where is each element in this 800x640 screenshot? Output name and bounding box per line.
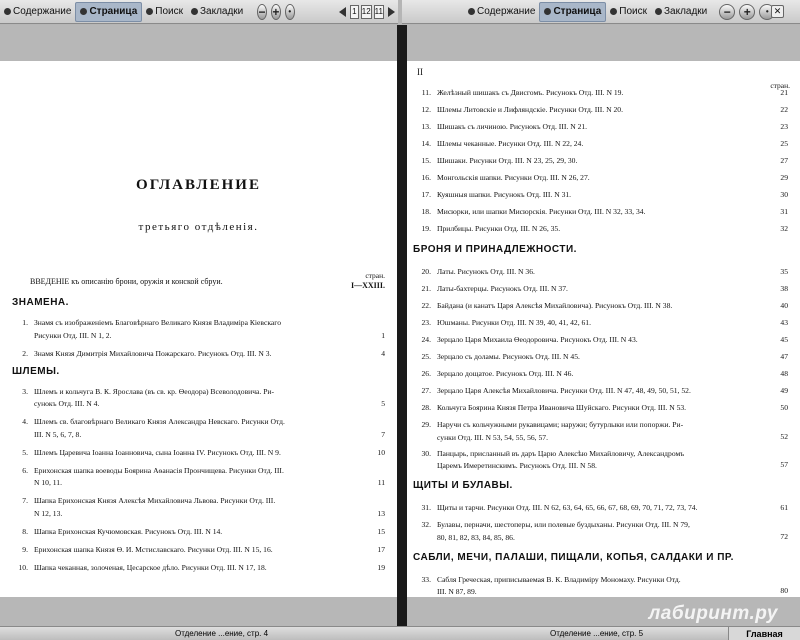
tab-label: Закладки (199, 6, 244, 17)
entry-title: Зерцало Царя Михаила Ѳеодоровича. Рисунокъ Отд. III. N 43. (437, 335, 638, 344)
entry-page-number: 50 (780, 403, 788, 412)
toc-entry[interactable] (413, 104, 788, 116)
toc-entry[interactable] (10, 317, 385, 342)
entry-title: Панцырь, присланный въ даръ Царю Алексѣю Михайловичу, Александромъ Царемъ Имеретинскимъ. Рисунокъ Отд. III. N 58. (437, 448, 685, 470)
entry-title: Булавы, перначи, шестоперы, или полевые буздыханы. Рисунки Отд. III. N 79, 80, 81, 82, 83, 84, 85, 86. (437, 520, 690, 542)
toc-entry[interactable] (413, 138, 788, 150)
entry-page-number: 49 (780, 386, 788, 395)
toc-entry[interactable] (10, 447, 385, 460)
entry-number: 31. (421, 503, 431, 512)
entry-title: Ерихонская шапка Князя Ѳ. И. Мстиславскаго. Рисунки Отд. III. N 15, 16. (34, 544, 273, 554)
entry-number: 16. (421, 173, 431, 182)
entry-number: 4. (22, 417, 28, 426)
page-margin (407, 25, 800, 61)
pointer-tool-button[interactable]: • (759, 4, 775, 20)
entry-page-number: 15 (377, 526, 385, 536)
entry-page-number: 40 (780, 301, 788, 310)
entry-page-number: 43 (780, 318, 788, 327)
entry-page-number: 4 (381, 348, 385, 358)
entry-page-number: 10 (377, 447, 385, 457)
status-right: Отделение ...ение, стр. 5 (550, 629, 644, 638)
entry-title: Кольчуга Боярина Князя Петра Ивановича Шуйскаго. Рисунки Отд. III. N 53. (437, 403, 687, 412)
toc-entry[interactable] (413, 172, 788, 184)
entry-page-number: 13 (377, 508, 385, 518)
entry-number: 10. (18, 562, 28, 572)
toc-entry[interactable] (413, 334, 788, 346)
tab-label: Страница (553, 6, 602, 17)
entry-page-number: 7 (381, 429, 385, 439)
entry-title: Байдана (и канатъ Царя Алексѣя Михайловича). Рисунокъ Отд. III. N 38. (437, 301, 673, 310)
entry-number: 11. (421, 88, 431, 97)
entry-number: 14. (421, 139, 431, 148)
toc-entry[interactable] (413, 351, 788, 363)
right-toolbar (402, 0, 800, 24)
entry-page-number: 61 (780, 503, 788, 512)
entry-number: 32. (421, 520, 431, 529)
entry-title: Шлемъ и кольчуга В. К. Ярослава (въ св. кр. Ѳеодора) Всеволодовича. Ри- сунокъ Отд. III. N 4. (34, 386, 275, 408)
book-spine (397, 25, 407, 626)
view-spread-button[interactable]: 11 (374, 5, 384, 19)
entry-number: 17. (421, 190, 431, 199)
tab-search-left[interactable] (142, 2, 187, 22)
entry-page-number: 29 (780, 173, 788, 182)
toc-entry[interactable] (413, 385, 788, 397)
entry-page-number: 27 (780, 156, 788, 165)
toc-entry[interactable] (413, 206, 788, 218)
entry-number: 21. (421, 284, 431, 293)
entry-number: 26. (421, 369, 431, 378)
toc-entry[interactable] (413, 189, 788, 201)
entry-number: 3. (22, 386, 28, 396)
entry-number: 8. (22, 526, 28, 536)
entry-page-number: 30 (780, 190, 788, 199)
toc-entry[interactable] (413, 300, 788, 312)
entry-page-number: 22 (780, 105, 788, 114)
entry-number: 5. (22, 447, 28, 457)
entry-page-number: 47 (780, 352, 788, 361)
entry-title: Шлемы чеканные. Рисунки Отд. III. N 22, 24. (437, 139, 584, 148)
toc-entry[interactable] (413, 121, 788, 133)
toc-entry[interactable] (10, 526, 385, 539)
toc-entry[interactable] (413, 368, 788, 380)
tab-bookmarks-left[interactable] (187, 2, 247, 22)
radio-icon (544, 8, 551, 15)
page-margin (0, 25, 397, 61)
zoom-out-button[interactable]: − (719, 4, 735, 20)
entry-title: Шлемы Литовскіе и Лифляндскіе. Рисунки Отд. III. N 20. (437, 105, 623, 114)
pointer-tool-button[interactable]: • (285, 4, 295, 20)
entry-title: Желѣзный шишакъ съ Двисгомъ. Рисунокъ Отд. III. N 19. (437, 88, 624, 97)
entry-title: Прилбицы. Рисунки Отд. III. N 26, 35. (437, 224, 561, 233)
entry-title: Знамя съ изображеніемъ Благовѣрнаго Великаго Князя Владиміра Кіевскаго Рисунки Отд. III. N 1, 2. (34, 318, 281, 340)
toc-entry[interactable] (413, 402, 788, 414)
entry-number: 9. (22, 544, 28, 554)
entry-number: 29. (421, 420, 431, 429)
intro-page: I—XXIII. (350, 281, 385, 290)
tab-page-right[interactable] (539, 2, 606, 22)
toc-entry[interactable] (413, 574, 788, 597)
entry-title: Юшманы. Рисунки Отд. III. N 39, 40, 41, 42, 61. (437, 318, 591, 327)
page-margin (0, 597, 397, 626)
status-bar (0, 626, 800, 640)
view-double-button[interactable]: 12 (361, 5, 372, 19)
entry-title: Латы. Рисунокъ Отд. III. N 36. (437, 267, 535, 276)
entry-title: Монгольскія шапки. Рисунки Отд. III. N 26, 27. (437, 173, 590, 182)
entry-number: 1. (22, 318, 28, 327)
entry-title: Шишакъ съ личиною. Рисунокъ Отд. III. N 21. (437, 122, 588, 131)
toc-entry[interactable] (413, 519, 788, 542)
tab-page-left[interactable] (75, 2, 142, 22)
entry-page-number: 17 (377, 544, 385, 554)
radio-icon (468, 8, 475, 15)
tab-label: Поиск (619, 6, 647, 17)
radio-icon (610, 8, 617, 15)
toc-entry[interactable] (413, 317, 788, 329)
entry-number: 30. (421, 448, 431, 458)
entry-page-number: 35 (780, 267, 788, 276)
radio-icon (655, 8, 662, 15)
toc-entry[interactable] (10, 386, 385, 411)
page-column-header: стран. (365, 271, 385, 280)
entry-number: 20. (421, 267, 431, 276)
entry-page-number: 23 (780, 122, 788, 131)
entry-title: Зерцало Царя Алексѣя Михайловича. Рисунки Отд. III. N 47, 48, 49, 50, 51, 52. (437, 386, 691, 395)
section-heading: ЩИТЫ И БУЛАВЫ. (413, 480, 513, 491)
entry-number: 13. (421, 122, 431, 131)
status-left: Отделение ...ение, стр. 4 (175, 629, 269, 638)
entry-title: Шлемъ св. благовѣрнаго Великаго Князя Александра Невскаго. Рисунки Отд. III. N 5, 6, 7, 8. (34, 417, 285, 439)
toc-entry[interactable] (10, 416, 385, 441)
entry-title: Ерихонская шапка воеводы Боярина Аѳанасія Прончищева. Рисунки Отд. III. N 10, 11. (34, 465, 284, 487)
toc-entry[interactable] (10, 562, 385, 575)
entry-title: Шишаки. Рисунки Отд. III. N 23, 25, 29, 30. (437, 156, 578, 165)
entry-page-number: 19 (377, 562, 385, 572)
toc-entry[interactable] (413, 419, 788, 442)
entry-number: 33. (421, 574, 431, 584)
entry-title: Мисюрки, или шапки Мисюрскія. Рисунки Отд. III. N 32, 33, 34. (437, 207, 646, 216)
left-page (0, 61, 397, 597)
entry-title: Зерцало съ доламы. Рисунокъ Отд. III. N 45. (437, 352, 580, 361)
entry-page-number: 21 (780, 88, 788, 97)
toc-entry[interactable] (10, 495, 385, 520)
entry-page-number: 80 (780, 586, 788, 595)
tab-label: Содержание (13, 6, 72, 17)
entry-number: 25. (421, 352, 431, 361)
page-title: ОГЛАВЛЕНИЕ (136, 177, 261, 193)
toc-entry[interactable] (413, 155, 788, 167)
radio-icon (191, 8, 198, 15)
radio-icon (146, 8, 153, 15)
left-toolbar (0, 0, 398, 24)
entry-number: 2. (22, 348, 28, 358)
view-single-button[interactable]: 1 (350, 5, 359, 19)
entry-number: 22. (421, 301, 431, 310)
entry-title: Сабля Греческая, приписываемая В. К. Владиміру Мономаху. Рисунки Отд. III. N 87, 89. (437, 574, 681, 596)
entry-page-number: 38 (780, 284, 788, 293)
tab-label: Страница (89, 6, 138, 17)
entry-title: Зерцало дощатое. Рисунокъ Отд. III. N 46. (437, 369, 574, 378)
toc-entry[interactable] (413, 283, 788, 295)
toc-entry[interactable] (413, 223, 788, 235)
entry-title: Наручи съ кольчужными рукавицами; наружи; бутурлыки или попоржи. Ри- сунки Отд. III. N 53, 54, 55, 56, 57. (437, 420, 684, 442)
zoom-out-button[interactable]: − (258, 4, 266, 19)
entry-page-number: 1 (381, 330, 385, 340)
tab-contents-right[interactable] (464, 2, 539, 22)
section-heading: ЗНАМЕНА. (12, 297, 69, 308)
next-page-icon[interactable] (388, 7, 395, 17)
entry-page-number: 31 (780, 207, 788, 216)
toc-entry[interactable] (413, 87, 788, 99)
close-icon[interactable]: ✕ (771, 5, 784, 18)
entry-number: 6. (22, 465, 28, 475)
section-heading: ШЛЕМЫ. (12, 365, 60, 377)
entry-number: 19. (421, 224, 431, 233)
toc-entry[interactable] (10, 465, 385, 490)
zoom-in-button[interactable]: + (272, 4, 280, 19)
entry-page-number: 32 (780, 224, 788, 233)
toc-entry[interactable] (413, 266, 788, 278)
toc-entry[interactable] (413, 448, 788, 471)
entry-page-number: 11 (377, 478, 385, 487)
right-page (407, 61, 800, 597)
entry-page-number: 72 (780, 531, 788, 541)
page-column-header: стран. (770, 81, 790, 90)
prev-page-icon[interactable] (339, 7, 346, 17)
entry-page-number: 25 (780, 139, 788, 148)
entry-title: Шапка Ерихонская Князя Алексѣя Михайловича Львова. Рисунки Отд. III. N 12, 13. (34, 496, 276, 518)
toc-entry[interactable] (10, 348, 385, 361)
zoom-in-button[interactable]: + (739, 4, 755, 20)
toc-entry[interactable] (10, 544, 385, 557)
tab-label: Содержание (477, 6, 536, 17)
intro-entry (30, 271, 385, 290)
entry-title: Шапка чеканная, золоченая, Цесарское дѣло. Рисунки Отд. III. N 17, 18. (34, 562, 267, 572)
entry-title: Знамя Князя Димитрія Михайловича Пожарскаго. Рисунокъ Отд. III. N 3. (34, 348, 272, 358)
section-heading: САБЛИ, МЕЧИ, ПАЛАШИ, ПИЩАЛИ, КОПЬЯ, САЛДАКИ И ПР. (413, 551, 734, 563)
page-number-roman: II (417, 67, 423, 77)
intro-text: ВВЕДЕНІЕ къ описанію брони, оружія и конской сбруи. (30, 277, 223, 286)
entry-number: 28. (421, 403, 431, 412)
entry-page-number: 48 (780, 369, 788, 378)
tab-bookmarks-right[interactable] (651, 2, 711, 22)
section-heading: БРОНЯ И ПРИНАДЛЕЖНОСТИ. (413, 244, 577, 255)
entry-title: Щиты и тарчи. Рисунки Отд. III. N 62, 63, 64, 65, 66, 67, 68, 69, 70, 71, 72, 73, 74. (437, 503, 698, 512)
entry-page-number: 57 (780, 460, 788, 469)
entry-page-number: 45 (780, 335, 788, 344)
watermark: лабиринт.ру (648, 603, 778, 624)
entry-number: 15. (421, 156, 431, 165)
entry-number: 23. (421, 318, 431, 327)
tab-label: Поиск (155, 6, 183, 17)
page-subtitle: третьяго отдѣленія. (138, 221, 259, 233)
entry-page-number: 52 (780, 431, 788, 441)
entry-title: Шлемъ Царевича Іоанна Іоанновича, сына Іоанна IV. Рисунокъ Отд. III. N 9. (34, 447, 281, 457)
entry-number: 27. (421, 386, 431, 395)
tab-contents-left[interactable] (0, 2, 75, 22)
entry-number: 18. (421, 207, 431, 216)
radio-icon (4, 8, 11, 15)
entry-title: Шапка Ерихонская Кучюмовская. Рисунокъ Отд. III. N 14. (34, 526, 223, 536)
tab-search-right[interactable] (606, 2, 651, 22)
radio-icon (80, 8, 87, 15)
entry-number: 12. (421, 105, 431, 114)
entry-title: Куяшныя шапки. Рисунокъ Отд. III. N 31. (437, 190, 572, 199)
tab-label: Закладки (663, 6, 708, 17)
home-button[interactable]: Главная (728, 627, 800, 640)
entry-number: 7. (22, 496, 28, 505)
toc-entry[interactable] (413, 502, 788, 514)
entry-title: Латы-бахтерцы. Рисунокъ Отд. III. N 37. (437, 284, 568, 293)
entry-page-number: 5 (381, 399, 385, 408)
entry-number: 24. (421, 335, 431, 344)
